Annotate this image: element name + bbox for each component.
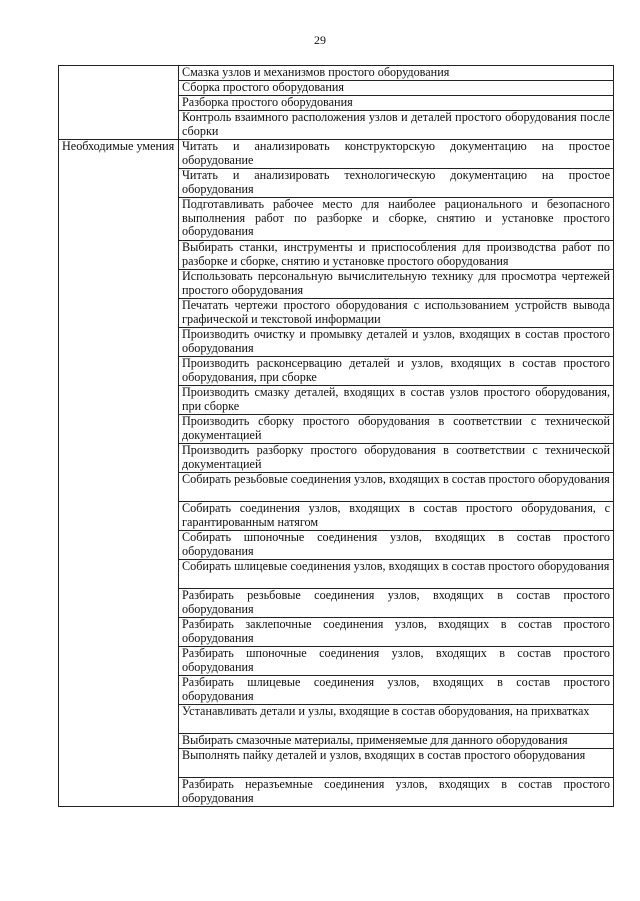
competency-table bbox=[58, 65, 614, 807]
table-cell: Разбирать заклепочные соединения узлов, входящих в состав простого оборудования bbox=[179, 618, 614, 647]
table-cell: Читать и анализировать конструкторскую документацию на простое оборудование bbox=[179, 140, 614, 169]
table-cell: Разбирать неразъемные соединения узлов, входящих в состав простого оборудования bbox=[179, 778, 614, 807]
table-cell: Подготавливать рабочее место для наиболее рационального и безопасного выполнения работ по разборке и сборке, снятию и установке простого оборудования bbox=[179, 198, 614, 241]
table-cell: Собирать резьбовые соединения узлов, входящих в состав простого оборудования bbox=[179, 473, 614, 502]
table-cell: Смазка узлов и механизмов простого оборудования bbox=[179, 66, 614, 81]
table-cell: Разборка простого оборудования bbox=[179, 96, 614, 111]
table-cell: Собирать шпоночные соединения узлов, входящих в состав простого оборудования bbox=[179, 531, 614, 560]
table-cell: Производить сборку простого оборудования в соответствии с технической документацией bbox=[179, 415, 614, 444]
skills-label-cell: Необходимые умения bbox=[59, 140, 179, 807]
table-cell: Использовать персональную вычислительную технику для просмотра чертежей простого оборудования bbox=[179, 270, 614, 299]
table-cell: Собирать шлицевые соединения узлов, входящих в состав простого оборудования bbox=[179, 560, 614, 589]
table-cell: Разбирать шлицевые соединения узлов, входящих в состав простого оборудования bbox=[179, 676, 614, 705]
table-cell: Выполнять пайку деталей и узлов, входящих в состав простого оборудования bbox=[179, 749, 614, 778]
table-cell: Читать и анализировать технологическую документацию на простое оборудования bbox=[179, 169, 614, 198]
table-cell: Производить очистку и промывку деталей и узлов, входящих в состав простого оборудования bbox=[179, 328, 614, 357]
table-row bbox=[59, 140, 614, 169]
table-cell: Производить расконсервацию деталей и узлов, входящих в состав простого оборудования, при сборке bbox=[179, 357, 614, 386]
page-number: 29 bbox=[314, 33, 326, 47]
table-cell: Контроль взаимного расположения узлов и деталей простого оборудования после сборки bbox=[179, 111, 614, 140]
empty-label-cell bbox=[59, 66, 179, 140]
table-cell: Сборка простого оборудования bbox=[179, 81, 614, 96]
table-row bbox=[59, 66, 614, 81]
table-cell: Производить смазку деталей, входящих в состав узлов простого оборудования, при сборке bbox=[179, 386, 614, 415]
table-cell: Разбирать резьбовые соединения узлов, входящих в состав простого оборудования bbox=[179, 589, 614, 618]
table-cell: Разбирать шпоночные соединения узлов, входящих в состав простого оборудования bbox=[179, 647, 614, 676]
table-cell: Производить разборку простого оборудования в соответствии с технической документацией bbox=[179, 444, 614, 473]
table-cell: Печатать чертежи простого оборудования с использованием устройств вывода графической и текстовой информации bbox=[179, 299, 614, 328]
table-cell: Выбирать станки, инструменты и приспособления для производства работ по разборке и сборке, снятию и установке простого оборудования bbox=[179, 241, 614, 270]
table-cell: Устанавливать детали и узлы, входящие в состав оборудования, на прихватках bbox=[179, 705, 614, 734]
table-cell: Собирать соединения узлов, входящих в состав простого оборудования, с гарантированным натягом bbox=[179, 502, 614, 531]
table-cell: Выбирать смазочные материалы, применяемые для данного оборудования bbox=[179, 734, 614, 749]
